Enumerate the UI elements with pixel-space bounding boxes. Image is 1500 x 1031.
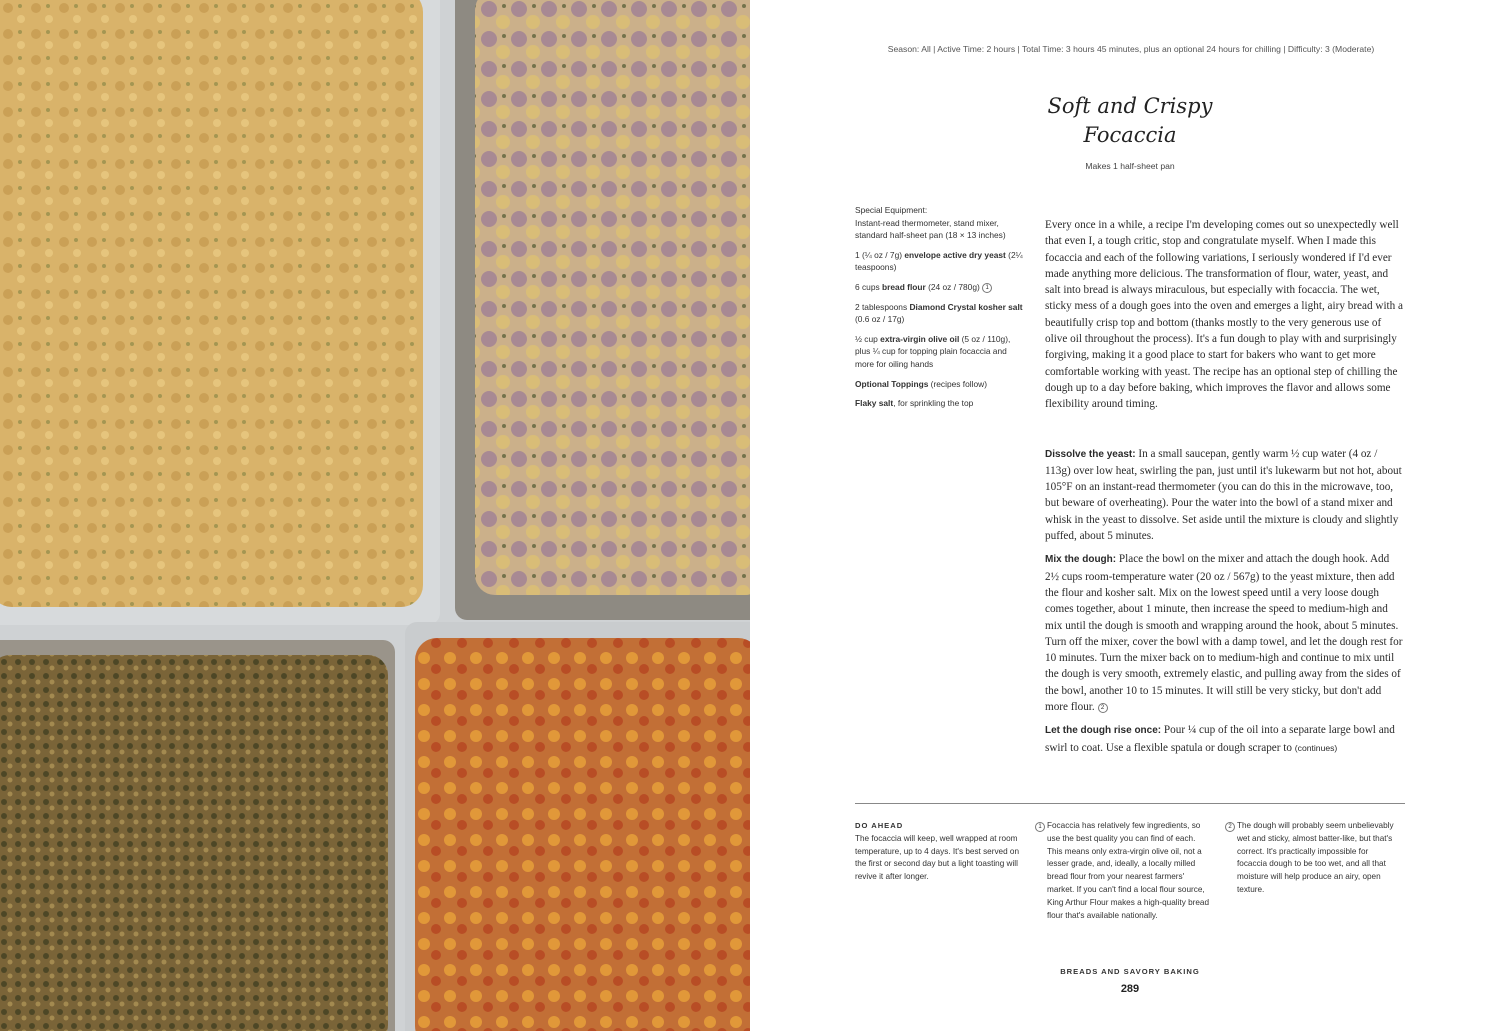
ingredient-detail: (recipes follow) (928, 378, 988, 389)
footnote-ref-icon: 2 (1098, 703, 1108, 713)
ingredient-detail: , for sprinkling the top (893, 398, 974, 409)
footnote-marker-1: 1 (1035, 822, 1045, 832)
continues-marker: (continues) (1294, 742, 1338, 753)
ingredient-name: extra-virgin olive oil (880, 333, 960, 344)
footnote-marker-2: 2 (1225, 822, 1235, 832)
do-ahead-text: The focaccia will keep, well wrapped at room temperature, up to 4 days. It's best served on the first or second day but a light toasting will revive it after longer. (855, 833, 1020, 882)
running-footer: BREADS AND SAVORY BAKING (1060, 967, 1200, 976)
ingredient-name: Flaky salt (855, 398, 894, 409)
divider (855, 803, 1405, 804)
footnote-ref-icon: 1 (982, 283, 992, 293)
ingredient-detail: (5 oz / 110g), plus ¼ cup for topping plain focaccia and more for oiling hands (855, 333, 1011, 369)
ingredient-detail: (0.6 oz / 17g) (855, 314, 905, 325)
ingredient-list (855, 249, 1025, 410)
ingredient-name: Diamond Crystal kosher salt (909, 301, 1023, 312)
recipe-page (750, 0, 1500, 1031)
footnote-1 (1035, 820, 1210, 922)
special-equipment (855, 204, 1025, 242)
headnote: Every once in a while, a recipe I'm developing comes out so unexpectedly well that even I, a tough critic, stop and congratulate myself. When I made this focaccia and each of the following variations, I seriously wondered if I'd ever made anything more delicious. The transformation of flour, water, yeast, and salt into bread is always miraculous, but especially with focaccia. The wet, sticky mess of a dough goes into the oven and emerges a light, airy bread with a beautifully crisp top and bottom (thanks mostly to the very generous use of olive oil throughout the process). It's a fun dough to play with and surprisingly forgiving, making it a good place to start for bakers who want to get more comfortable working with yeast. The recipe has an optional step of chilling the dough up to a day before baking, which improves the flavor and allows some flexibility around timing. (1045, 219, 1404, 411)
method-step (1045, 446, 1405, 545)
title-line-2: Focaccia (1083, 123, 1177, 147)
ingredient-amount: 1 (¼ oz / 7g) (855, 249, 905, 260)
ingredients-column (855, 204, 1025, 417)
recipe-title (980, 92, 1280, 150)
page-number: 289 (1120, 983, 1140, 995)
ingredient-item (855, 301, 1025, 326)
tomato-focaccia (415, 638, 750, 1031)
step-lead: Mix the dough: (1045, 554, 1117, 566)
footnote-1-text: Focaccia has relatively few ingredients, so use the best quality you can find of each. This means only extra-virgin olive oil, not a lesser grade, and, ideally, a locally milled bread flour from your nearest farmers' market. If you can't find a local flour source, King Arthur Flour makes a high-quality bread flour that's available nationally. (1047, 821, 1210, 920)
footnote-2-text: The dough will probably seem unbelievably wet and sticky, almost batter-like, but that's correct. It's practically impossible for focaccia dough to be too wet, and all that moisture will help produce an airy, open texture. (1237, 821, 1394, 894)
herb-focaccia (0, 655, 388, 1031)
step-lead: Let the dough rise once: (1045, 725, 1162, 737)
do-ahead-note (855, 820, 1020, 884)
ingredient-name: envelope active dry yeast (904, 249, 1006, 260)
step-text: In a small saucepan, gently warm ½ cup water (4 oz / 113g) over low heat, swirling the pan, just until it's lukewarm but not hot, about 105°F on an instant-read thermometer (you can do this in the microwave, too, but beware of overheating). Pour the water into the bowl of a stand mixer and whisk in the yeast to dissolve. Set aside until the mixture is cloudy and slightly puffed, about 5 minutes. (1045, 447, 1402, 543)
equipment-text: Instant-read thermometer, stand mixer, standard half-sheet pan (18 × 13 inches) (855, 217, 1006, 241)
equipment-label: Special Equipment: (855, 205, 928, 215)
ingredient-name: Optional Toppings (855, 378, 929, 389)
title-line-1: Soft and Crispy (1047, 94, 1213, 118)
footnote-2 (1225, 820, 1400, 897)
ingredient-item (855, 249, 1025, 274)
method-step (1045, 722, 1405, 756)
ingredient-amount: 6 cups (855, 281, 883, 292)
step-text: Pour ¼ cup of the oil into a separate large bowl and swirl to coat. Use a flexible spatula or dough scraper to (1045, 724, 1395, 754)
ingredient-detail: (24 oz / 780g) (925, 281, 983, 292)
step-lead: Dissolve the yeast: (1045, 448, 1136, 460)
recipe-meta: Season: All | Active Time: 2 hours | Total Time: 3 hours 45 minutes, plus an optional 24 hours for chilling | Difficulty: 3 (Moderate) (887, 44, 1375, 54)
ingredient-item (855, 397, 1025, 410)
step-text: Place the bowl on the mixer and attach the dough hook. Add 2½ cups room-temperature water (20 oz / 567g) to the yeast mixture, then add the flour and kosher salt. Mix on the lowest speed until a very loose dough comes together, about 1 minute, then increase the speed to medium-high and mix until the dough is smooth and wrapping around the hook, about 5 minutes. Turn off the mixer, cover the bowl with a damp towel, and let the dough rest for 10 minutes. Turn the mixer back on to medium-high and continue to mix until the dough is very smooth, extremely elastic, and pulling away from the sides of the bowl, another 10 to 15 minutes. It will still be very sticky, but don't add more flour. (1045, 553, 1403, 714)
recipe-body (1045, 217, 1405, 763)
ingredient-amount: ½ cup (855, 333, 881, 344)
ingredient-name: bread flour (882, 281, 926, 292)
recipe-yield: Makes 1 half-sheet pan (1085, 161, 1175, 171)
do-ahead-label: DO AHEAD (855, 821, 904, 830)
method-steps (1045, 446, 1405, 756)
ingredient-item (855, 378, 1025, 391)
ingredient-detail: (2¼ teaspoons) (855, 249, 1023, 273)
ingredient-item (855, 281, 1025, 294)
method-step (1045, 551, 1405, 715)
ingredient-item (855, 333, 1025, 371)
ingredient-amount: 2 tablespoons (855, 301, 910, 312)
